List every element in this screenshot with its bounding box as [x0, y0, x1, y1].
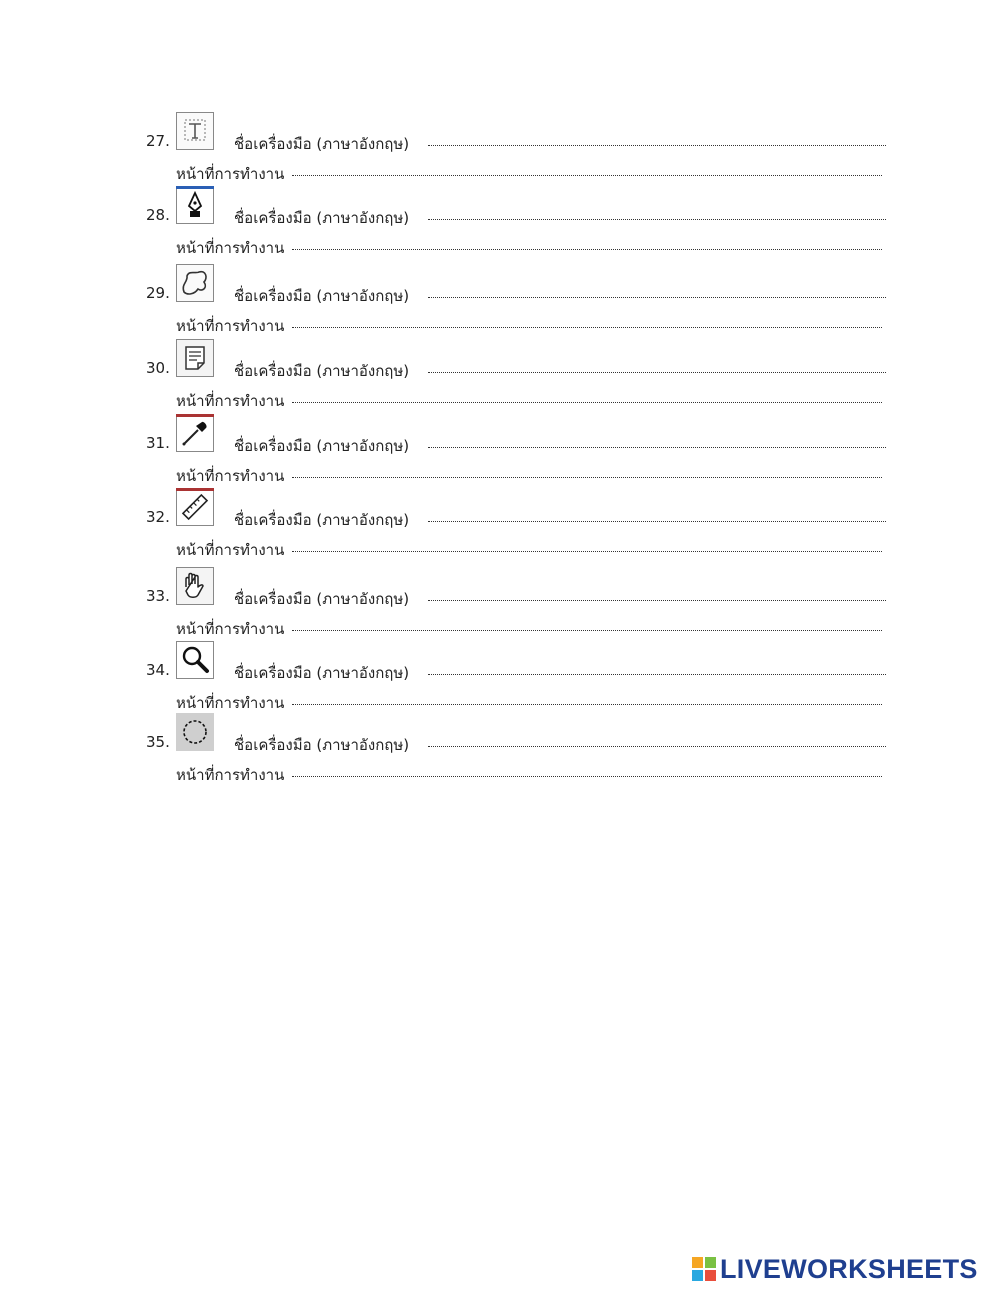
tool-name-answer-line[interactable] — [428, 600, 886, 601]
hand-tool-icon — [176, 567, 214, 605]
eyedropper-tool-icon — [176, 414, 214, 452]
question-30 — [146, 347, 886, 411]
tool-name-answer-line[interactable] — [428, 372, 886, 373]
function-answer-line[interactable] — [292, 175, 882, 176]
tool-name-answer-line[interactable] — [428, 219, 886, 220]
tool-name-answer-line[interactable] — [428, 145, 886, 146]
tool-name-label: ชื่อเครื่องมือ (ภาษาอังกฤษ) — [234, 209, 410, 227]
tool-name-label: ชื่อเครื่องมือ (ภาษาอังกฤษ) — [234, 590, 410, 608]
question-number: 33. — [146, 587, 170, 605]
function-label: หน้าที่การทำงาน — [176, 317, 285, 335]
function-answer-line[interactable] — [292, 551, 882, 552]
elliptical-marquee-tool-icon — [176, 713, 214, 751]
function-answer-line[interactable] — [292, 249, 882, 250]
question-number: 31. — [146, 434, 170, 452]
notes-tool-icon — [176, 339, 214, 377]
tool-name-label: ชื่อเครื่องมือ (ภาษาอังกฤษ) — [234, 511, 410, 529]
function-label: หน้าที่การทำงาน — [176, 392, 285, 410]
liveworksheets-mark-icon — [692, 1257, 716, 1281]
question-34 — [146, 649, 886, 713]
question-33 — [146, 575, 886, 639]
liveworksheets-logo — [692, 1254, 978, 1284]
pen-tool-icon — [176, 186, 214, 224]
function-label: หน้าที่การทำงาน — [176, 620, 285, 638]
brand-name: LIVEWORKSHEETS — [720, 1253, 978, 1284]
tool-name-answer-line[interactable] — [428, 521, 886, 522]
function-answer-line[interactable] — [292, 402, 882, 403]
tool-name-answer-line[interactable] — [428, 447, 886, 448]
tool-name-label: ชื่อเครื่องมือ (ภาษาอังกฤษ) — [234, 135, 410, 153]
function-answer-line[interactable] — [292, 327, 882, 328]
tool-name-answer-line[interactable] — [428, 674, 886, 675]
question-number: 34. — [146, 661, 170, 679]
function-answer-line[interactable] — [292, 776, 882, 777]
question-27 — [146, 120, 886, 184]
question-number: 29. — [146, 284, 170, 302]
custom-shape-tool-icon — [176, 264, 214, 302]
question-number: 30. — [146, 359, 170, 377]
tool-name-label: ชื่อเครื่องมือ (ภาษาอังกฤษ) — [234, 736, 410, 754]
text-mask-tool-icon — [176, 112, 214, 150]
function-label: หน้าที่การทำงาน — [176, 766, 285, 784]
function-answer-line[interactable] — [292, 704, 882, 705]
question-32 — [146, 496, 886, 560]
function-label: หน้าที่การทำงาน — [176, 467, 285, 485]
tool-name-answer-line[interactable] — [428, 297, 886, 298]
question-number: 32. — [146, 508, 170, 526]
question-number: 27. — [146, 132, 170, 150]
function-label: หน้าที่การทำงาน — [176, 694, 285, 712]
question-number: 35. — [146, 733, 170, 751]
function-label: หน้าที่การทำงาน — [176, 239, 285, 257]
function-answer-line[interactable] — [292, 477, 882, 478]
question-35 — [146, 721, 886, 785]
tool-name-label: ชื่อเครื่องมือ (ภาษาอังกฤษ) — [234, 437, 410, 455]
tool-name-label: ชื่อเครื่องมือ (ภาษาอังกฤษ) — [234, 664, 410, 682]
tool-name-label: ชื่อเครื่องมือ (ภาษาอังกฤษ) — [234, 362, 410, 380]
question-28 — [146, 194, 886, 258]
tool-name-answer-line[interactable] — [428, 746, 886, 747]
function-label: หน้าที่การทำงาน — [176, 165, 285, 183]
function-answer-line[interactable] — [292, 630, 882, 631]
zoom-tool-icon — [176, 641, 214, 679]
question-number: 28. — [146, 206, 170, 224]
question-31 — [146, 422, 886, 486]
question-29 — [146, 272, 886, 336]
ruler-tool-icon — [176, 488, 214, 526]
function-label: หน้าที่การทำงาน — [176, 541, 285, 559]
tool-name-label: ชื่อเครื่องมือ (ภาษาอังกฤษ) — [234, 287, 410, 305]
